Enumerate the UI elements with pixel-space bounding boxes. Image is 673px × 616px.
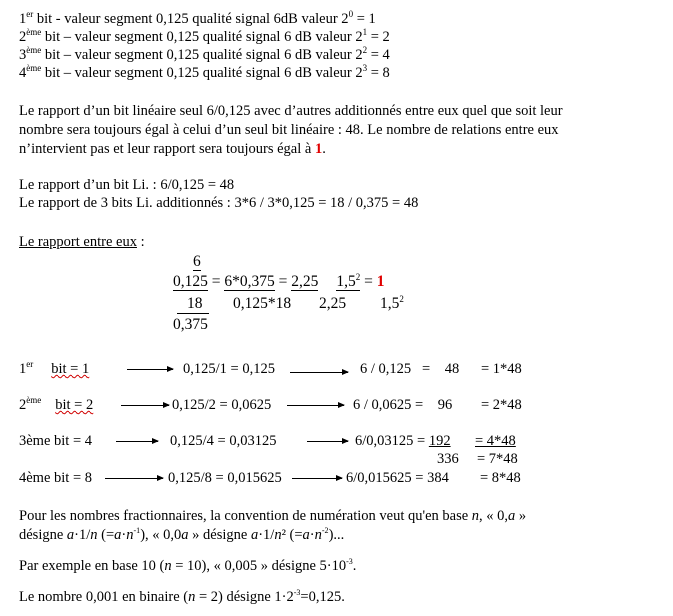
row-1-arrow-1 bbox=[127, 369, 173, 370]
row-4-div: 0,125/8 = 0,015625 bbox=[168, 470, 282, 486]
row-4-arrow-2 bbox=[292, 478, 342, 479]
row-4-label: 4ème bit = 8 bbox=[19, 470, 93, 486]
row-3-div: 0,125/4 = 0,03125 bbox=[170, 433, 277, 449]
ratio-line-2: Le rapport de 3 bits Li. additionnés : 3*6 / 3*0,125 = 18 / 0,375 = 48 bbox=[19, 195, 419, 211]
row-2-div: 0,125/2 = 0,0625 bbox=[172, 397, 272, 413]
fraction-line-1: Pour les nombres fractionnaires, la convention de numération veut qu'en base n, « 0,a » bbox=[19, 508, 527, 524]
row-3-arrow-2 bbox=[307, 441, 348, 442]
ratio-line-1: Le rapport d’un bit Li. : 6/0,125 = 48 bbox=[19, 177, 235, 193]
row-1-div: 0,125/1 = 0,125 bbox=[183, 361, 275, 377]
row-1-arrow-2 bbox=[290, 372, 348, 373]
row-4-ratio: 6/0,015625 = 384 bbox=[346, 470, 449, 486]
eq-result: 1 bbox=[376, 273, 385, 290]
fraction-line-2: désigne a·1/n $(=a\cdot n^{-1})$, « 0,0a » désigne a·1/n² $(=a\cdot n^{-2})$... bbox=[19, 526, 345, 543]
row-2-arrow-1 bbox=[121, 405, 169, 406]
paragraph-line-1: Le rapport d’un bit linéaire seul 6/0,125 avec d’autres additionnés entre eux quel que soit leur bbox=[19, 103, 563, 119]
row-2-ratio: 6 / 0,0625 = 96 bbox=[353, 397, 453, 413]
row-2-label: 2ème bit = 2 bbox=[19, 395, 94, 413]
row-3-result: = 4*48 bbox=[475, 433, 516, 449]
row-4-arrow-1 bbox=[105, 478, 163, 479]
eq-den-line bbox=[177, 313, 209, 314]
eq-den3: 2,25 bbox=[319, 295, 347, 312]
row-1-ratio: 6 / 0,125 = 48 bbox=[360, 361, 460, 377]
row-3-sub-result: = 7*48 bbox=[477, 451, 518, 467]
row-3-ratio: 6/0,03125 = 192 bbox=[355, 433, 451, 449]
example-line: Par exemple en base 10 (n = 10), « 0,005 » désigne $5\cdot 10^{-3}$. bbox=[19, 557, 357, 574]
bit-line-2: 2ème bit – valeur segment 0,125 qualité signal 6 dB valeur $2^1 = 2$ bbox=[19, 27, 390, 45]
bit-line-1: 1er bit - valeur segment 0,125 qualité signal 6dB valeur $2^0 = 1$ bbox=[19, 9, 376, 27]
row-3-sub-value: 336 bbox=[437, 451, 459, 467]
binary-line: Le nombre 0,001 en binaire (n = 2) désigne $1\cdot 2^{-3}=0,125$. bbox=[19, 588, 345, 605]
bit-line-4: 4ème bit – valeur segment 0,125 qualité signal 6 dB valeur $2^3 = 8$ bbox=[19, 63, 390, 81]
paragraph-line-2: nombre sera toujours égal à celui d’un seul bit linéaire : 48. Le nombre de relations entre eux bbox=[19, 122, 559, 138]
row-2-arrow-2 bbox=[287, 405, 344, 406]
row-2-result: = 2*48 bbox=[481, 397, 522, 413]
highlight-one: 1 bbox=[314, 141, 323, 157]
eq-top: 6 bbox=[193, 253, 201, 270]
row-1-label: 1er bit = 1 bbox=[19, 359, 90, 377]
eq-bottom: 0,375 bbox=[173, 316, 208, 333]
eq-den4: $1,5^2$ bbox=[380, 293, 404, 312]
eq-numerators: 0,125 = 6*0,375 = 2,25 $1,5^2 = 1$ bbox=[173, 271, 385, 290]
row-3-arrow-1 bbox=[116, 441, 158, 442]
rapport-heading: Le rapport entre eux : bbox=[19, 234, 145, 250]
bit-line-3: 3ème bit – valeur segment 0,125 qualité signal 6 dB valeur $2^2 = 4$ bbox=[19, 45, 390, 63]
row-1-result: = 1*48 bbox=[481, 361, 522, 377]
row-3-label: 3ème bit = 4 bbox=[19, 433, 93, 449]
eq-den2: 0,125*18 bbox=[233, 295, 292, 312]
eq-den1: 18 bbox=[187, 295, 203, 312]
row-4-result: = 8*48 bbox=[480, 470, 521, 486]
paragraph-line-3: n’intervient pas et leur rapport sera toujours égal à 1. bbox=[19, 141, 326, 157]
